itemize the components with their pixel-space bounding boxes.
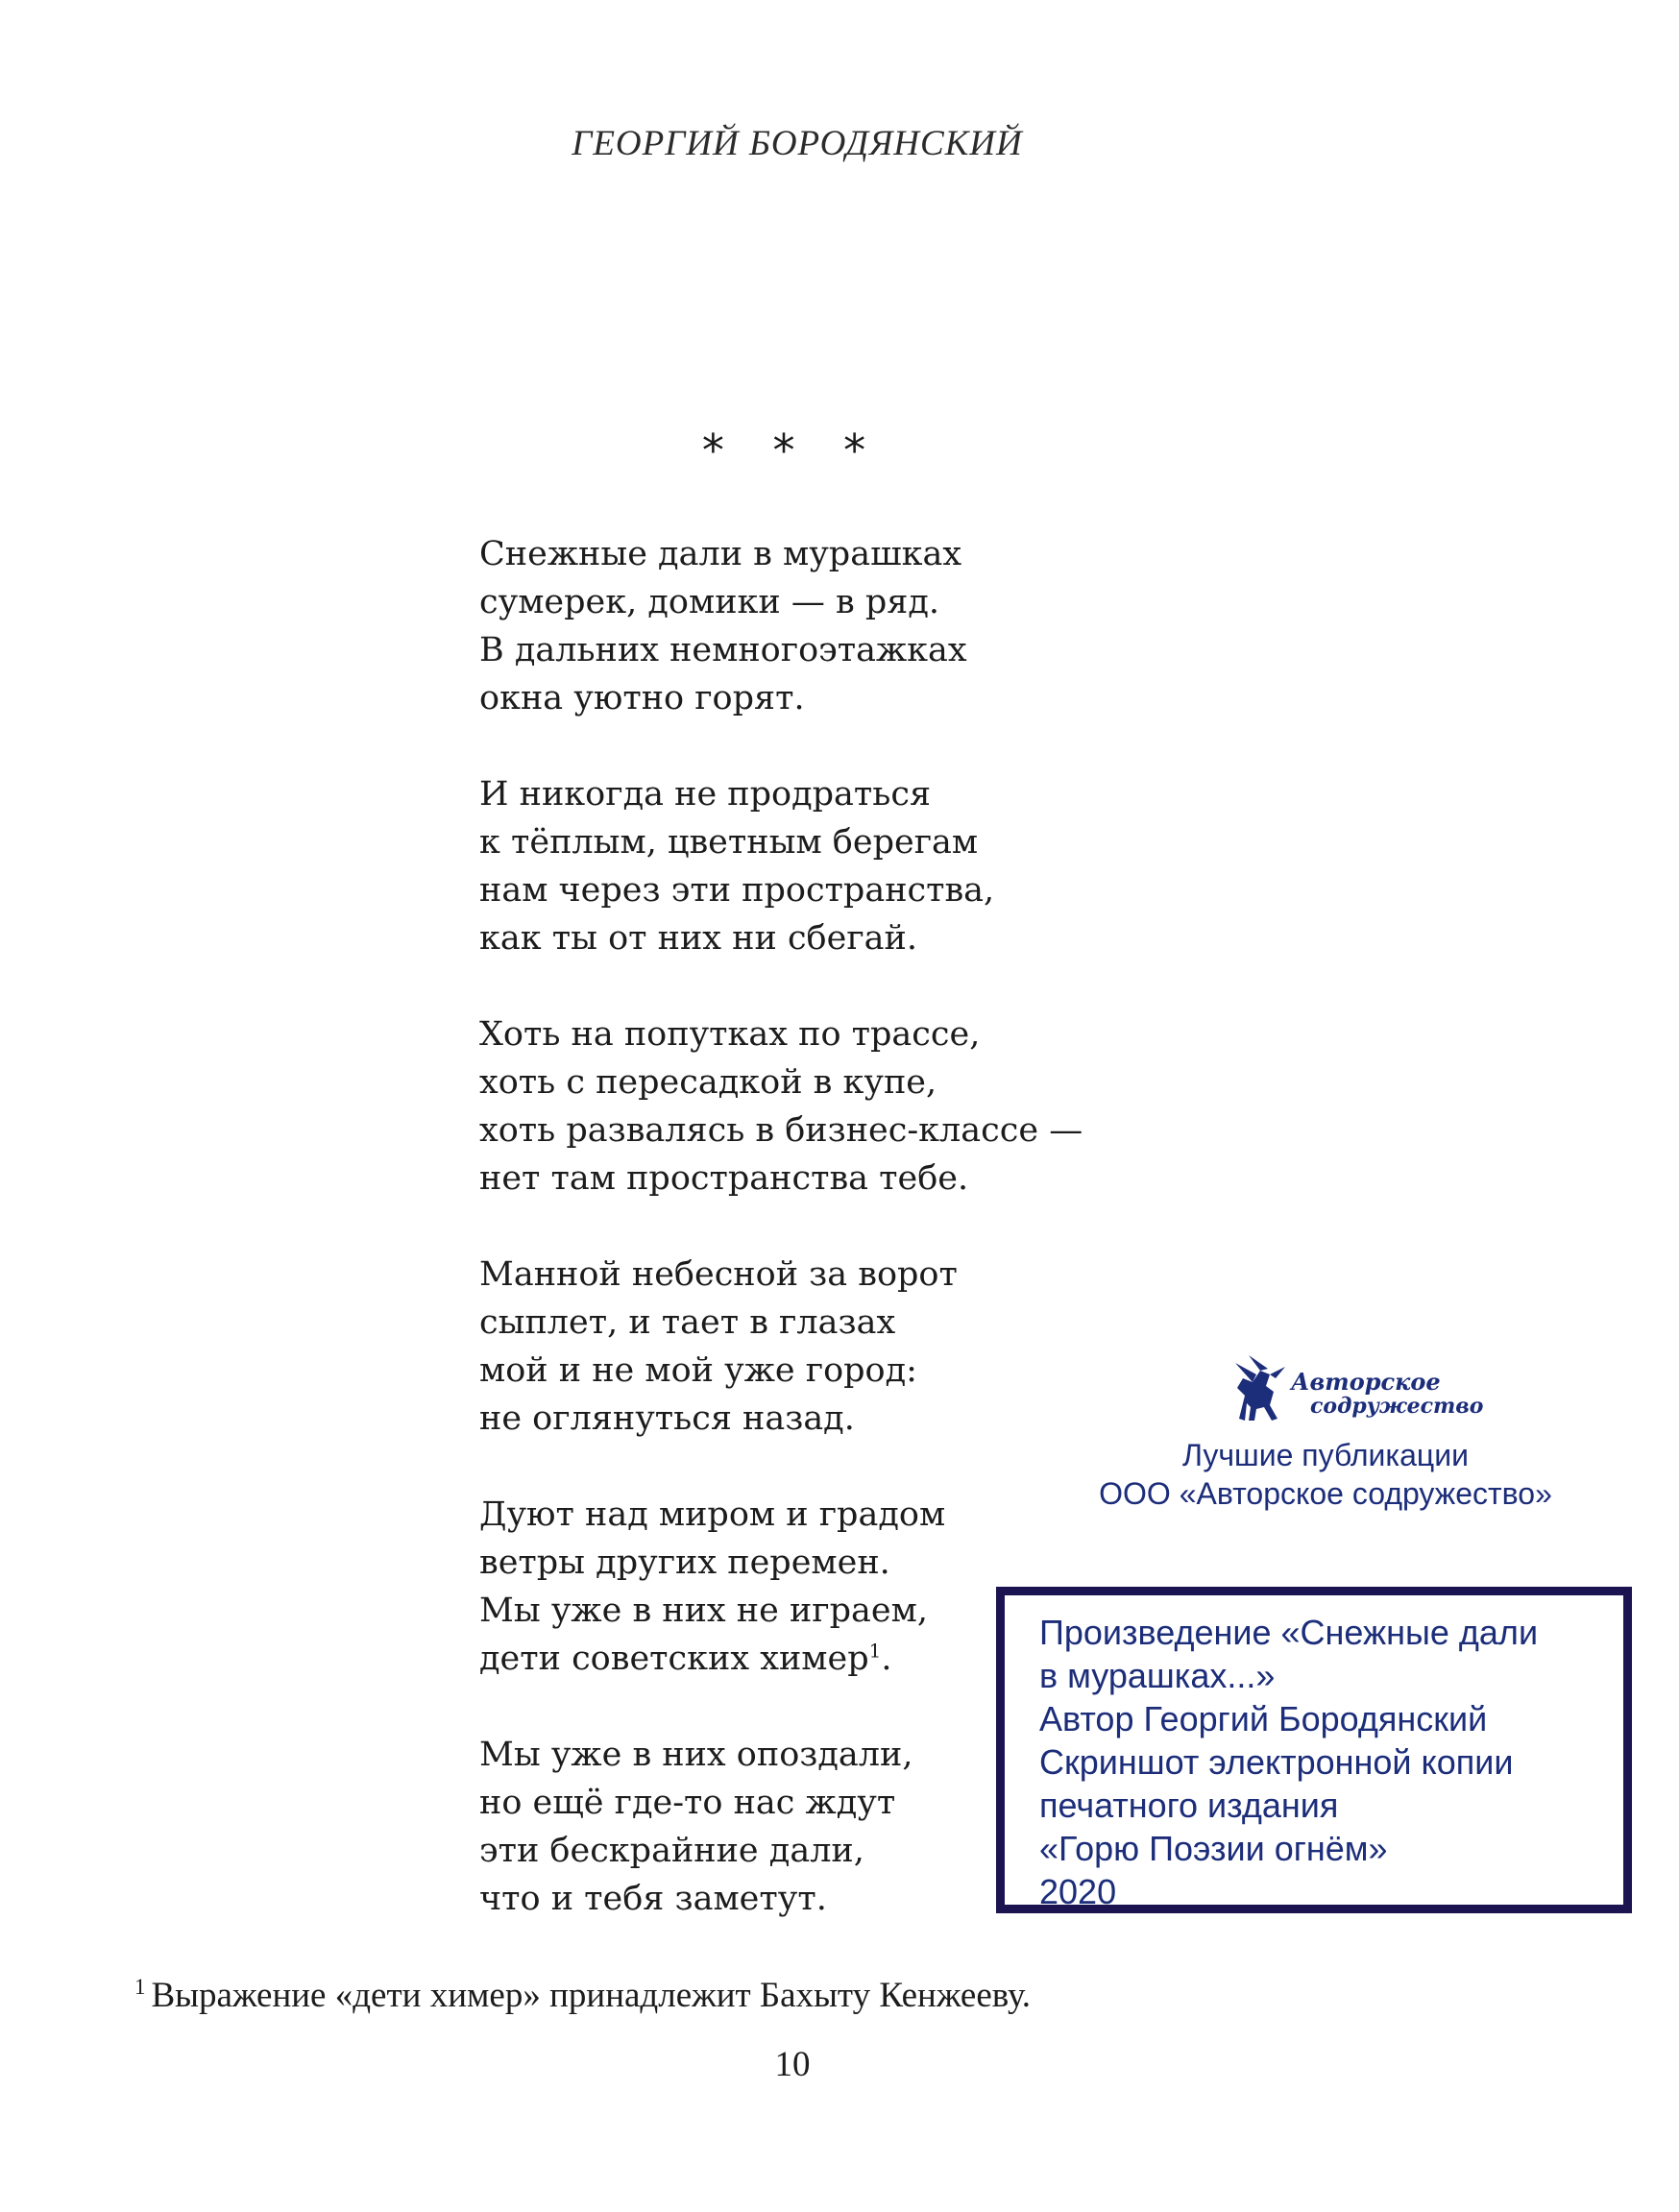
poem-line: Манной небесной за ворот [479, 1255, 958, 1294]
poem-line: не оглянуться назад. [479, 1399, 855, 1438]
poem-line: нет там пространства тебе. [479, 1159, 969, 1198]
poem-line-punctuation: . [881, 1640, 892, 1678]
publisher-logo [1210, 1349, 1484, 1436]
poem-line: хоть развалясь в бизнес-классе — [479, 1111, 1083, 1150]
poem-line: Мы уже в них опоздали, [479, 1736, 913, 1774]
logo-wordmark-2: содружество [1310, 1394, 1484, 1419]
poem-line: Снежные дали в мурашках [479, 535, 962, 573]
info-box [996, 1587, 1632, 1913]
poem-line: И никогда не продраться [479, 775, 932, 814]
stanza [479, 770, 1209, 962]
poem-line-text: дети советских химер [479, 1640, 869, 1678]
footnote-reference[interactable]: 1 [868, 1639, 882, 1663]
info-line: 2020 [1039, 1872, 1117, 1911]
poem-separator: * * * [701, 425, 884, 476]
poem-line: сумерек, домики — в ряд. [479, 583, 939, 621]
page-number: 10 [774, 2045, 811, 2084]
poem-line: хоть с пересадкой в купе, [479, 1063, 937, 1102]
publisher-stamp [1066, 1349, 1585, 1513]
info-line: в мурашках...» [1039, 1656, 1276, 1695]
stanza [479, 530, 1209, 722]
poem-line: нам через эти пространства, [479, 871, 995, 910]
stamp-line-publisher: ООО «Авторское содружество» [1099, 1476, 1552, 1511]
info-line: Скриншот электронной копии [1039, 1742, 1514, 1782]
info-line: Произведение «Снежные дали [1039, 1613, 1539, 1652]
info-line: Автор Георгий Бородянский [1039, 1699, 1488, 1738]
poem-line: В дальних немногоэтажках [479, 631, 967, 669]
poem-line: но ещё где-то нас ждут [479, 1784, 896, 1822]
poem-line: Мы уже в них не играем, [479, 1592, 928, 1630]
poem-line: мой и не мой уже город: [479, 1351, 917, 1390]
poem-line: как ты от них ни сбегай. [479, 919, 917, 958]
poem-line: что и тебя заметут. [479, 1880, 827, 1918]
poem-line: к тёплым, цветным берегам [479, 823, 979, 862]
stanza [479, 1010, 1209, 1203]
info-line: «Горю Поэзии огнём» [1039, 1829, 1388, 1868]
poem-line: Хоть на попутках по трассе, [479, 1015, 981, 1054]
pegasus-icon [1235, 1355, 1285, 1421]
footnote-text: Выражение «дети химер» принадлежит Бахыту Кенжееву. [151, 1976, 1032, 2015]
poem-line: ветры других перемен. [479, 1544, 890, 1582]
footnote [134, 1975, 1031, 2016]
stamp-line-best-publications: Лучшие публикации [1182, 1438, 1469, 1472]
logo-wordmark-1: Авторское [1291, 1368, 1441, 1396]
poem-line: сыплет, и тает в глазах [479, 1303, 896, 1342]
poem-line: Дуют над миром и градом [479, 1495, 946, 1534]
footnote-mark: 1 [134, 1974, 146, 1999]
poem-line: эти бескрайние дали, [479, 1832, 864, 1870]
running-head: ГЕОРГИЙ БОРОДЯНСКИЙ [572, 124, 1023, 163]
info-line: печатного издания [1039, 1786, 1339, 1825]
poem-line: окна уютно горят. [479, 679, 805, 717]
